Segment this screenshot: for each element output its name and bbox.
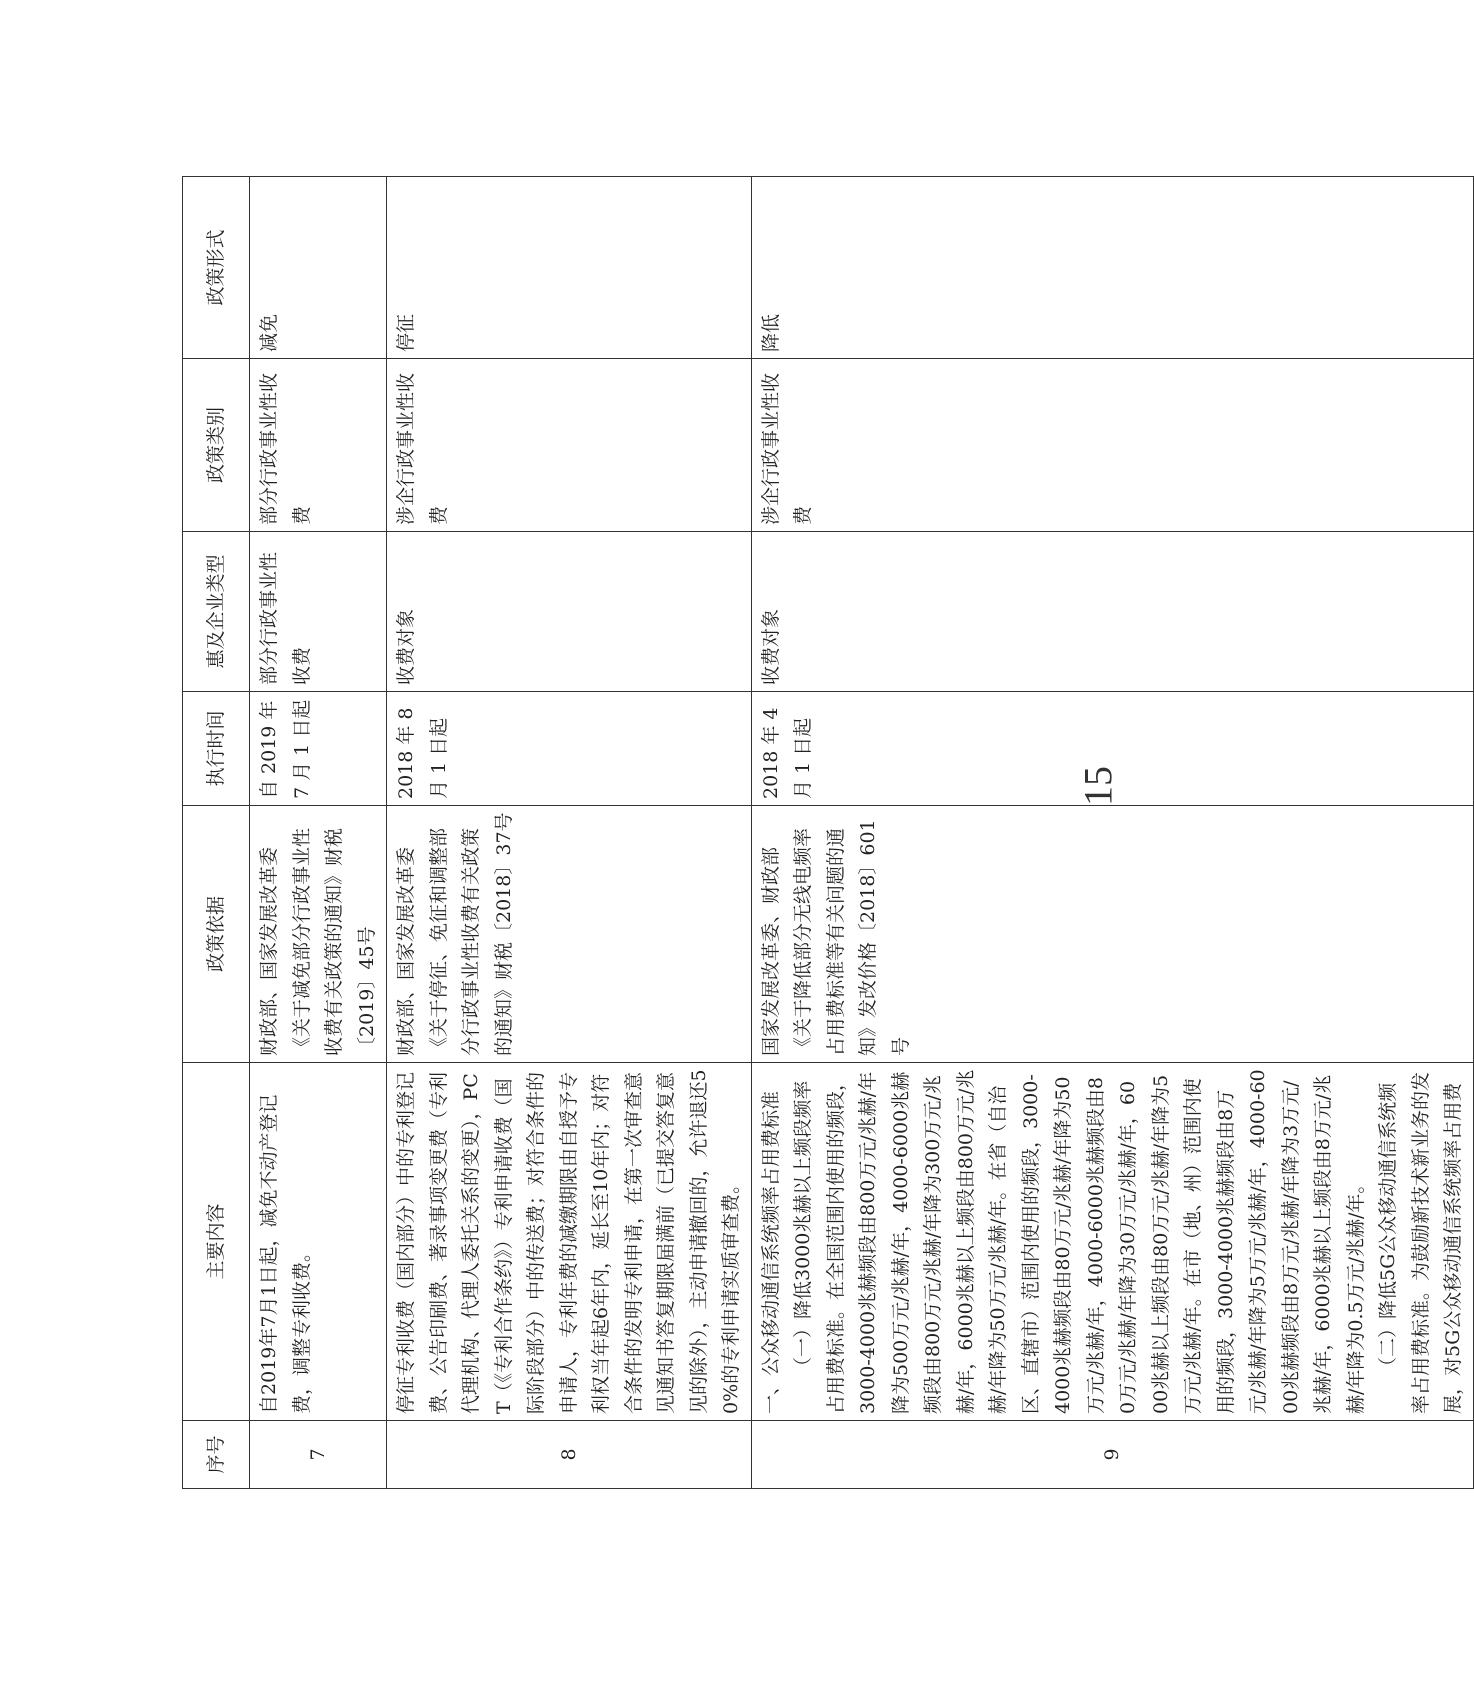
header-time: 执行时间 bbox=[183, 692, 250, 806]
header-content: 主要内容 bbox=[183, 1063, 250, 1421]
row-target: 收费对象 bbox=[387, 532, 752, 692]
content-paragraph: （一）降低3000兆赫以上频段频率占用费标准。在全国范围内使用的频段，3000-4000兆赫频段由800万元/兆赫/年降为500万元/兆赫/年，4000-6000兆赫频段由800万元/兆赫/年降为300万元/兆赫/年，6000兆赫以上频段由800万元/兆赫/年降为50万元/兆赫/年。在省（自治区、直辖市）范围内使用的频段，3000-4000兆赫频段由80万元/兆赫/年降为50万元/兆赫/年，4000-6000兆赫频段由80万元/兆赫/年降为30万元/兆赫/年，6000兆赫以上频段由80万元/兆赫/年降为5万元/兆赫/年。在市（地、州）范围内使用的频段，3000-4000兆赫频段由8万元/兆赫/年降为5万元/兆赫/年，4000-6000兆赫频段由8万元/兆赫/年降为3万元/兆赫/年，6000兆赫以上频段由8万元/兆赫/年降为0.5万元/兆赫/年。 bbox=[792, 1069, 1367, 1414]
row-form: 停征 bbox=[387, 177, 752, 359]
row-basis: 财政部、国家发展改革委《关于停征、免征和调整部分行政事业性收费有关政策的通知》财税〔2018〕37号 bbox=[387, 806, 752, 1063]
header-basis: 政策依据 bbox=[183, 806, 250, 1063]
row-time: 自 2019 年 7 月 1 日起 bbox=[250, 692, 387, 806]
row-category: 部分行政事业性收费 bbox=[250, 359, 387, 532]
row-content: 停征专利收费（国内部分）中的专利登记费、公告印刷费、著录事项变更费（专利代理机构、代理人委托关系的变更），PCT（《专利合作条约》）专利申请收费（国际阶段部分）中的传送费；对符合条件的申请人，专利年费的减缴期限由自授予专利权当年起6年内，延长至10年内；对符合条件的发明专利申请，在第一次审查意见通知书答复期限届满前（已提交答复意见的除外），主动申请撤回的，允许退还50%的专利申请实质审查费。 bbox=[387, 1063, 752, 1421]
row-time: 2018 年 8 月 1 日起 bbox=[387, 692, 752, 806]
page-number: 15 bbox=[1075, 766, 1121, 806]
header-form: 政策形式 bbox=[183, 177, 250, 359]
table-header-row bbox=[183, 177, 250, 1489]
row-category: 涉企行政事业性收费 bbox=[751, 359, 1473, 532]
policy-table bbox=[182, 176, 1474, 1489]
row-form: 降低 bbox=[751, 177, 1473, 359]
table-row bbox=[387, 177, 752, 1489]
row-basis: 财政部、国家发展改革委《关于减免部分行政事业性收费有关政策的通知》财税〔2019〕45号 bbox=[250, 806, 387, 1063]
row-time: 2018 年 4 月 1 日起 bbox=[751, 692, 1473, 806]
header-category: 政策类别 bbox=[183, 359, 250, 532]
table-row bbox=[751, 177, 1473, 1489]
table-row bbox=[250, 177, 387, 1489]
row-content bbox=[751, 1063, 1473, 1421]
row-content: 自2019年7月1日起，减免不动产登记费，调整专利收费。 bbox=[250, 1063, 387, 1421]
content-paragraph: 一、公众移动通信系统频率占用费标准 bbox=[759, 1090, 782, 1414]
row-index: 7 bbox=[250, 1421, 387, 1489]
row-category: 涉企行政事业性收费 bbox=[387, 359, 752, 532]
row-form: 减免 bbox=[250, 177, 387, 359]
header-target: 惠及企业类型 bbox=[183, 532, 250, 692]
row-index: 9 bbox=[751, 1421, 1473, 1489]
header-idx: 序号 bbox=[183, 1421, 250, 1489]
content-paragraph: （二）降低5G公众移动通信系统频率占用费标准。为鼓励新技术新业务的发展，对5G公众移动通信系统频率占用费 bbox=[1377, 1071, 1464, 1414]
row-basis: 国家发展改革委、财政部《关于降低部分无线电频率占用费标准等有关问题的通知》发改价格〔2018〕601号 bbox=[751, 806, 1473, 1063]
row-target: 收费对象 bbox=[751, 532, 1473, 692]
row-target: 部分行政事业性收费 bbox=[250, 532, 387, 692]
row-index: 8 bbox=[387, 1421, 752, 1489]
